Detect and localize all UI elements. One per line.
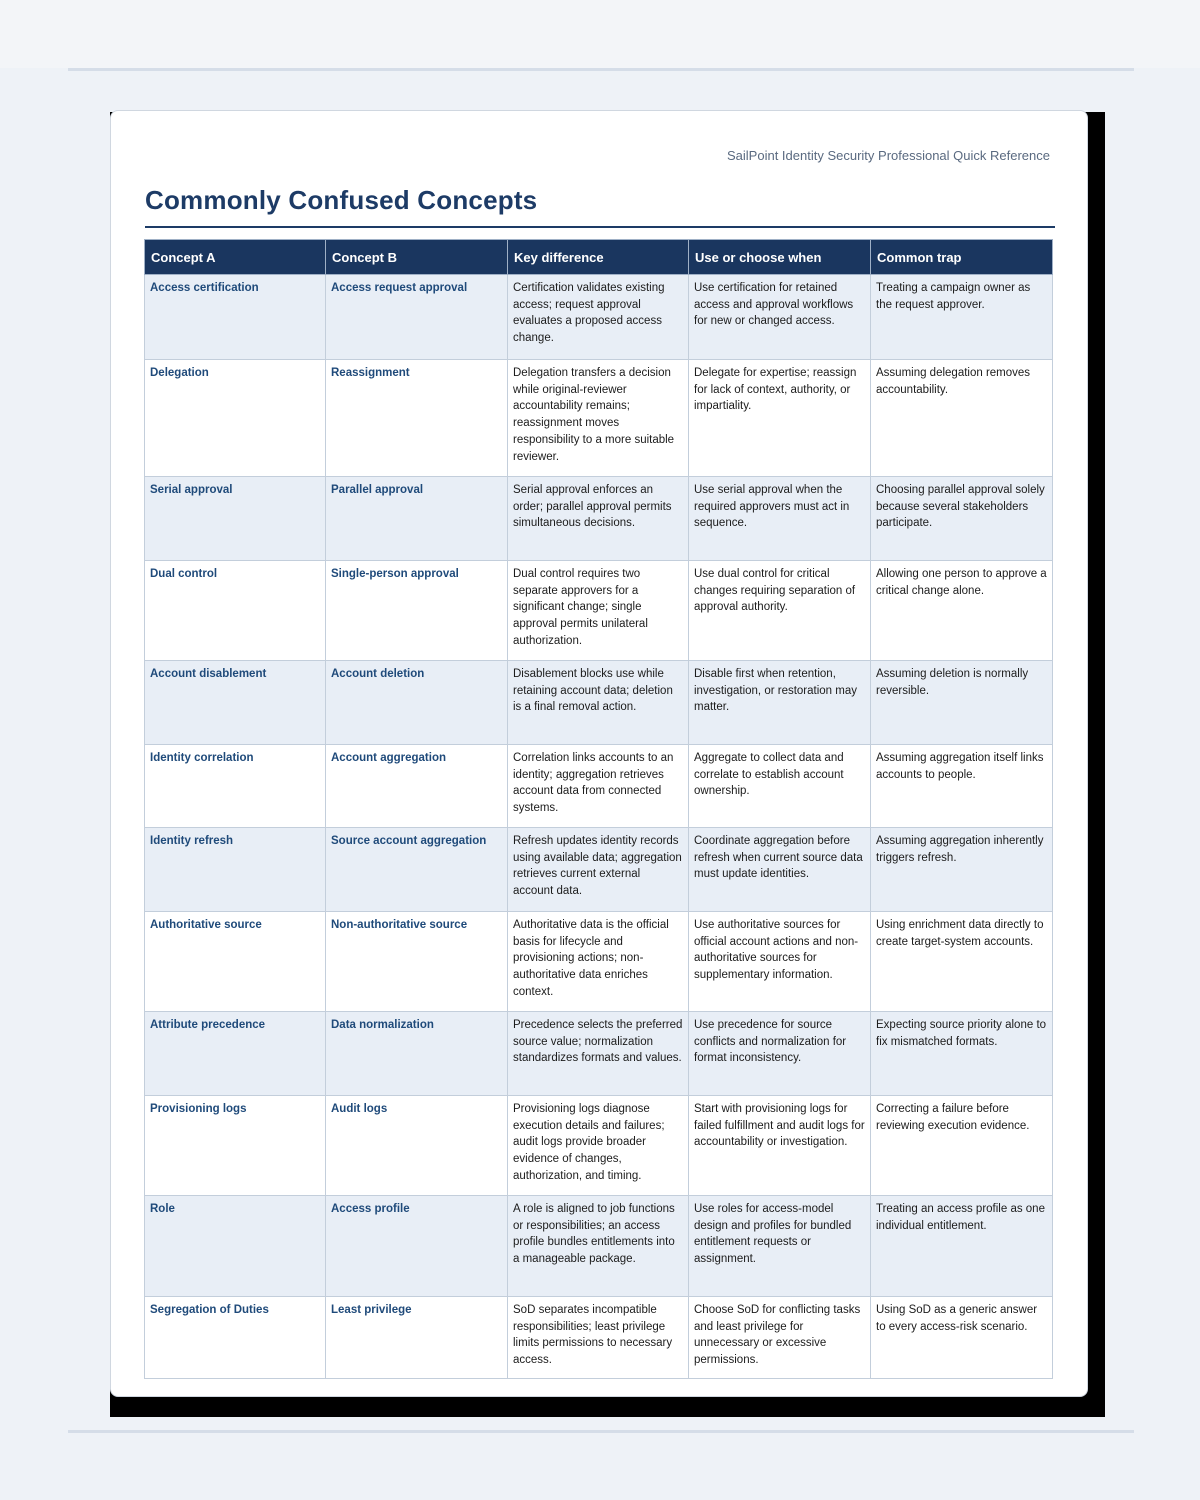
use-when-cell: Aggregate to collect data and correlate to establish account ownership. bbox=[689, 745, 871, 828]
table-row bbox=[145, 661, 1053, 745]
key-difference-cell: Authoritative data is the official basis for lifecycle and provisioning actions; non-authoritative data enriches context. bbox=[508, 912, 689, 1012]
common-trap-cell: Assuming aggregation inherently triggers refresh. bbox=[871, 828, 1053, 912]
key-difference-cell: Certification validates existing access; request approval evaluates a proposed access change. bbox=[508, 275, 689, 360]
use-when-cell: Use serial approval when the required approvers must act in sequence. bbox=[689, 477, 871, 561]
concept-a-cell: Dual control bbox=[145, 561, 326, 661]
use-when-cell: Disable first when retention, investigation, or restoration may matter. bbox=[689, 661, 871, 745]
concept-b-cell: Access profile bbox=[326, 1196, 508, 1297]
common-trap-cell: Choosing parallel approval solely because several stakeholders participate. bbox=[871, 477, 1053, 561]
column-header-use-when: Use or choose when bbox=[689, 240, 871, 275]
table-row bbox=[145, 912, 1053, 1012]
key-difference-cell: Refresh updates identity records using available data; aggregation retrieves current external account data. bbox=[508, 828, 689, 912]
table-row bbox=[145, 1096, 1053, 1196]
running-header: SailPoint Identity Security Professional Quick Reference bbox=[727, 148, 1050, 163]
use-when-cell: Delegate for expertise; reassign for lack of context, authority, or impartiality. bbox=[689, 360, 871, 477]
page-title: Commonly Confused Concepts bbox=[145, 185, 538, 215]
concept-a-cell: Provisioning logs bbox=[145, 1096, 326, 1196]
top-divider bbox=[68, 68, 1134, 71]
concept-b-cell: Least privilege bbox=[326, 1297, 508, 1379]
use-when-cell: Choose SoD for conflicting tasks and least privilege for unnecessary or excessive permissions. bbox=[689, 1297, 871, 1379]
common-trap-cell: Assuming deletion is normally reversible. bbox=[871, 661, 1053, 745]
concept-a-cell: Authoritative source bbox=[145, 912, 326, 1012]
table-row bbox=[145, 477, 1053, 561]
use-when-cell: Use dual control for critical changes requiring separation of approval authority. bbox=[689, 561, 871, 661]
key-difference-cell: A role is aligned to job functions or responsibilities; an access profile bundles entitlements into a manageable package. bbox=[508, 1196, 689, 1297]
table-row bbox=[145, 275, 1053, 360]
document-page bbox=[110, 110, 1088, 1397]
key-difference-cell: Dual control requires two separate approvers for a significant change; single approval permits unilateral authorization. bbox=[508, 561, 689, 661]
common-trap-cell: Using enrichment data directly to create target-system accounts. bbox=[871, 912, 1053, 1012]
key-difference-cell: Serial approval enforces an order; parallel approval permits simultaneous decisions. bbox=[508, 477, 689, 561]
common-trap-cell: Expecting source priority alone to fix mismatched formats. bbox=[871, 1012, 1053, 1096]
key-difference-cell: SoD separates incompatible responsibilities; least privilege limits permissions to necessary access. bbox=[508, 1297, 689, 1379]
use-when-cell: Use authoritative sources for official account actions and non-authoritative sources for supplementary information. bbox=[689, 912, 871, 1012]
common-trap-cell: Treating a campaign owner as the request approver. bbox=[871, 275, 1053, 360]
common-trap-cell: Using SoD as a generic answer to every access-risk scenario. bbox=[871, 1297, 1053, 1379]
key-difference-cell: Correlation links accounts to an identity; aggregation retrieves account data from connected systems. bbox=[508, 745, 689, 828]
common-trap-cell: Assuming aggregation itself links accounts to people. bbox=[871, 745, 1053, 828]
column-header-key-difference: Key difference bbox=[508, 240, 689, 275]
use-when-cell: Use certification for retained access and approval workflows for new or changed access. bbox=[689, 275, 871, 360]
concept-b-cell: Data normalization bbox=[326, 1012, 508, 1096]
concept-a-cell: Identity correlation bbox=[145, 745, 326, 828]
concept-a-cell: Serial approval bbox=[145, 477, 326, 561]
common-trap-cell: Allowing one person to approve a critical change alone. bbox=[871, 561, 1053, 661]
common-trap-cell: Correcting a failure before reviewing execution evidence. bbox=[871, 1096, 1053, 1196]
bottom-divider bbox=[68, 1430, 1134, 1433]
top-band bbox=[0, 0, 1200, 68]
table-header-row bbox=[145, 240, 1053, 275]
concept-b-cell: Non-authoritative source bbox=[326, 912, 508, 1012]
use-when-cell: Use precedence for source conflicts and normalization for format inconsistency. bbox=[689, 1012, 871, 1096]
column-header-concept-b: Concept B bbox=[326, 240, 508, 275]
table-row bbox=[145, 360, 1053, 477]
use-when-cell: Use roles for access-model design and profiles for bundled entitlement requests or assignment. bbox=[689, 1196, 871, 1297]
table-row bbox=[145, 1297, 1053, 1379]
column-header-concept-a: Concept A bbox=[145, 240, 326, 275]
common-trap-cell: Treating an access profile as one individual entitlement. bbox=[871, 1196, 1053, 1297]
concept-b-cell: Single-person approval bbox=[326, 561, 508, 661]
table-row bbox=[145, 1012, 1053, 1096]
key-difference-cell: Disablement blocks use while retaining account data; deletion is a final removal action. bbox=[508, 661, 689, 745]
key-difference-cell: Precedence selects the preferred source value; normalization standardizes formats and values. bbox=[508, 1012, 689, 1096]
table-row bbox=[145, 828, 1053, 912]
concept-b-cell: Account aggregation bbox=[326, 745, 508, 828]
concept-a-cell: Attribute precedence bbox=[145, 1012, 326, 1096]
column-header-common-trap: Common trap bbox=[871, 240, 1053, 275]
concept-b-cell: Source account aggregation bbox=[326, 828, 508, 912]
table-row bbox=[145, 1196, 1053, 1297]
concept-b-cell: Audit logs bbox=[326, 1096, 508, 1196]
concept-b-cell: Parallel approval bbox=[326, 477, 508, 561]
table-row bbox=[145, 561, 1053, 661]
common-trap-cell: Assuming delegation removes accountability. bbox=[871, 360, 1053, 477]
use-when-cell: Start with provisioning logs for failed fulfillment and audit logs for accountability or investigation. bbox=[689, 1096, 871, 1196]
concept-a-cell: Identity refresh bbox=[145, 828, 326, 912]
concept-a-cell: Account disablement bbox=[145, 661, 326, 745]
concept-a-cell: Role bbox=[145, 1196, 326, 1297]
concept-a-cell: Delegation bbox=[145, 360, 326, 477]
concepts-table bbox=[144, 239, 1053, 1379]
use-when-cell: Coordinate aggregation before refresh when current source data must update identities. bbox=[689, 828, 871, 912]
concept-a-cell: Segregation of Duties bbox=[145, 1297, 326, 1379]
concept-b-cell: Access request approval bbox=[326, 275, 508, 360]
concept-b-cell: Account deletion bbox=[326, 661, 508, 745]
concept-b-cell: Reassignment bbox=[326, 360, 508, 477]
title-underline bbox=[145, 226, 1055, 228]
concept-a-cell: Access certification bbox=[145, 275, 326, 360]
key-difference-cell: Delegation transfers a decision while original-reviewer accountability remains; reassignment moves responsibility to a more suitable reviewer. bbox=[508, 360, 689, 477]
key-difference-cell: Provisioning logs diagnose execution details and failures; audit logs provide broader evidence of changes, authorization, and timing. bbox=[508, 1096, 689, 1196]
table-row bbox=[145, 745, 1053, 828]
